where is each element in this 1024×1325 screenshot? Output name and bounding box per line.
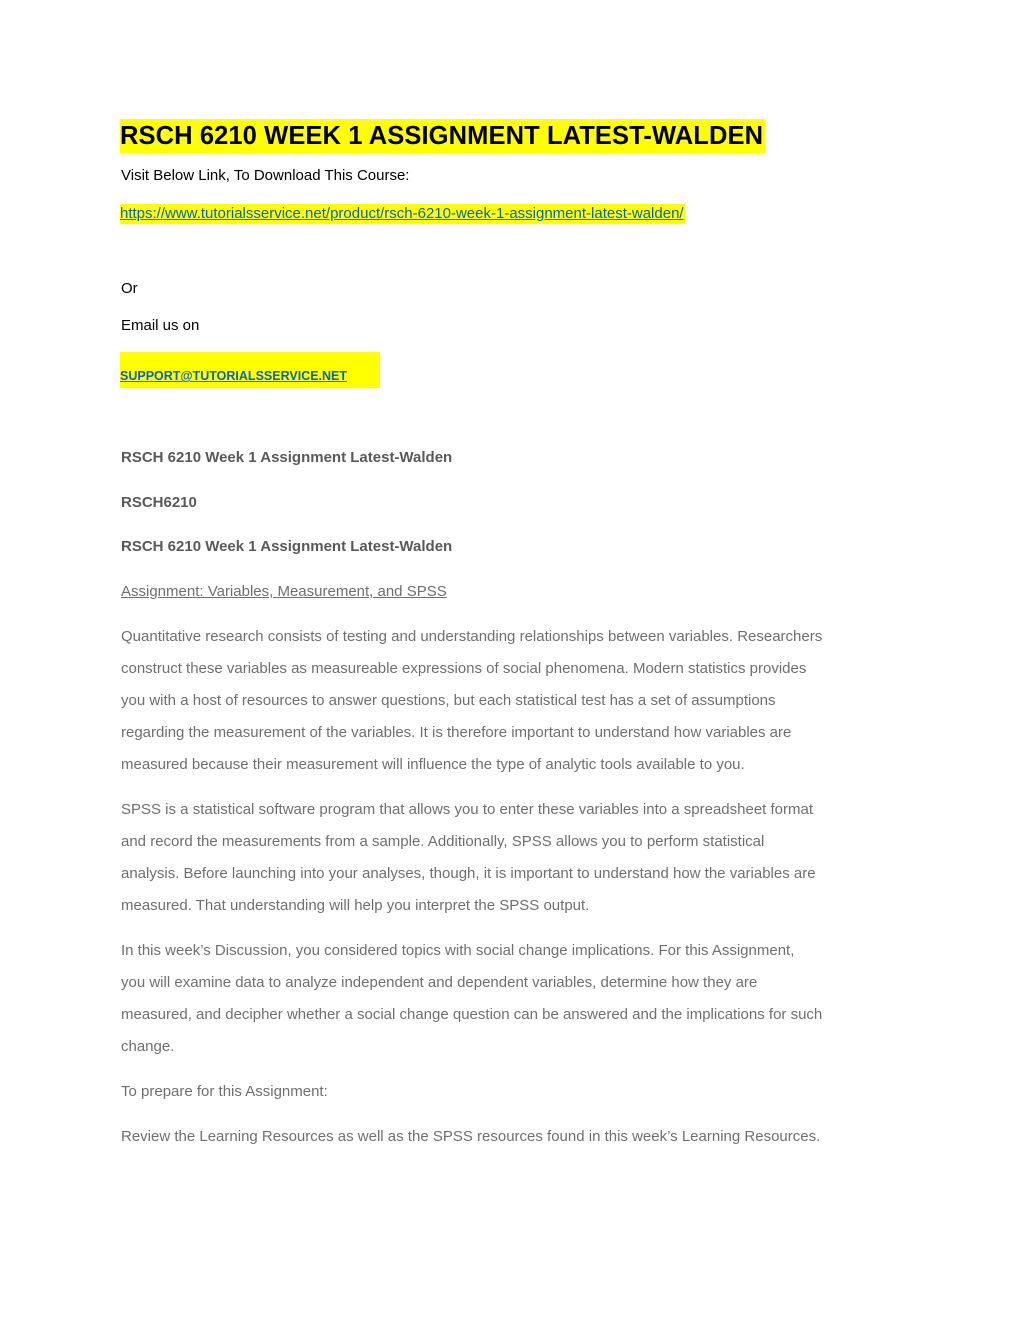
email-instruction: Email us on [121, 317, 200, 334]
paragraph-line: and record the measurements from a sample. Additionally, SPSS allows you to perform statistical [121, 833, 765, 850]
paragraph-line: analysis. Before launching into your analyses, though, it is important to understand how the variables are [121, 865, 816, 882]
paragraph-line: measured because their measurement will influence the type of analytic tools available to you. [121, 756, 745, 773]
support-email-link[interactable]: SUPPORT@TUTORIALSSERVICE.NET [120, 369, 348, 383]
visit-instruction: Visit Below Link, To Download This Course: [121, 167, 410, 184]
document-title: RSCH 6210 WEEK 1 ASSIGNMENT LATEST-WALDEN [120, 119, 765, 153]
paragraph-3 [121, 941, 822, 1069]
download-link[interactable]: https://www.tutorialsservice.net/product/rsch-6210-week-1-assignment-latest-walden/ [120, 205, 684, 222]
paragraph-line: regarding the measurement of the variables. It is therefore important to understand how variables are [121, 724, 792, 741]
paragraph-line: SPSS is a statistical software program that allows you to enter these variables into a spreadsheet format [121, 801, 814, 818]
paragraph-line: In this week’s Discussion, you considered topics with social change implications. For this Assignment, [121, 942, 795, 959]
course-code: RSCH6210 [121, 494, 197, 511]
paragraph-2 [121, 800, 816, 928]
paragraph-1 [121, 627, 822, 787]
paragraph-line: you with a host of resources to answer questions, but each statistical test has a set of assumptions [121, 692, 776, 709]
assignment-title: Assignment: Variables, Measurement, and SPSS [121, 583, 447, 600]
paragraph-line: measured. That understanding will help you interpret the SPSS output. [121, 897, 590, 914]
or-text: Or [121, 280, 138, 297]
heading-2: RSCH 6210 Week 1 Assignment Latest-Walden [121, 538, 453, 555]
paragraph-line: Quantitative research consists of testing and understanding relationships between variables. Researchers [121, 628, 823, 645]
prepare-text: To prepare for this Assignment: [121, 1083, 328, 1100]
paragraph-line: you will examine data to analyze independent and dependent variables, determine how they are [121, 974, 758, 991]
paragraph-line: measured, and decipher whether a social change question can be answered and the implications for such [121, 1006, 823, 1023]
paragraph-line: change. [121, 1038, 175, 1055]
review-text: Review the Learning Resources as well as the SPSS resources found in this week’s Learning Resources. [121, 1128, 821, 1145]
heading-1: RSCH 6210 Week 1 Assignment Latest-Walden [121, 449, 453, 466]
paragraph-line: construct these variables as measureable expressions of social phenomena. Modern statistics provides [121, 660, 807, 677]
